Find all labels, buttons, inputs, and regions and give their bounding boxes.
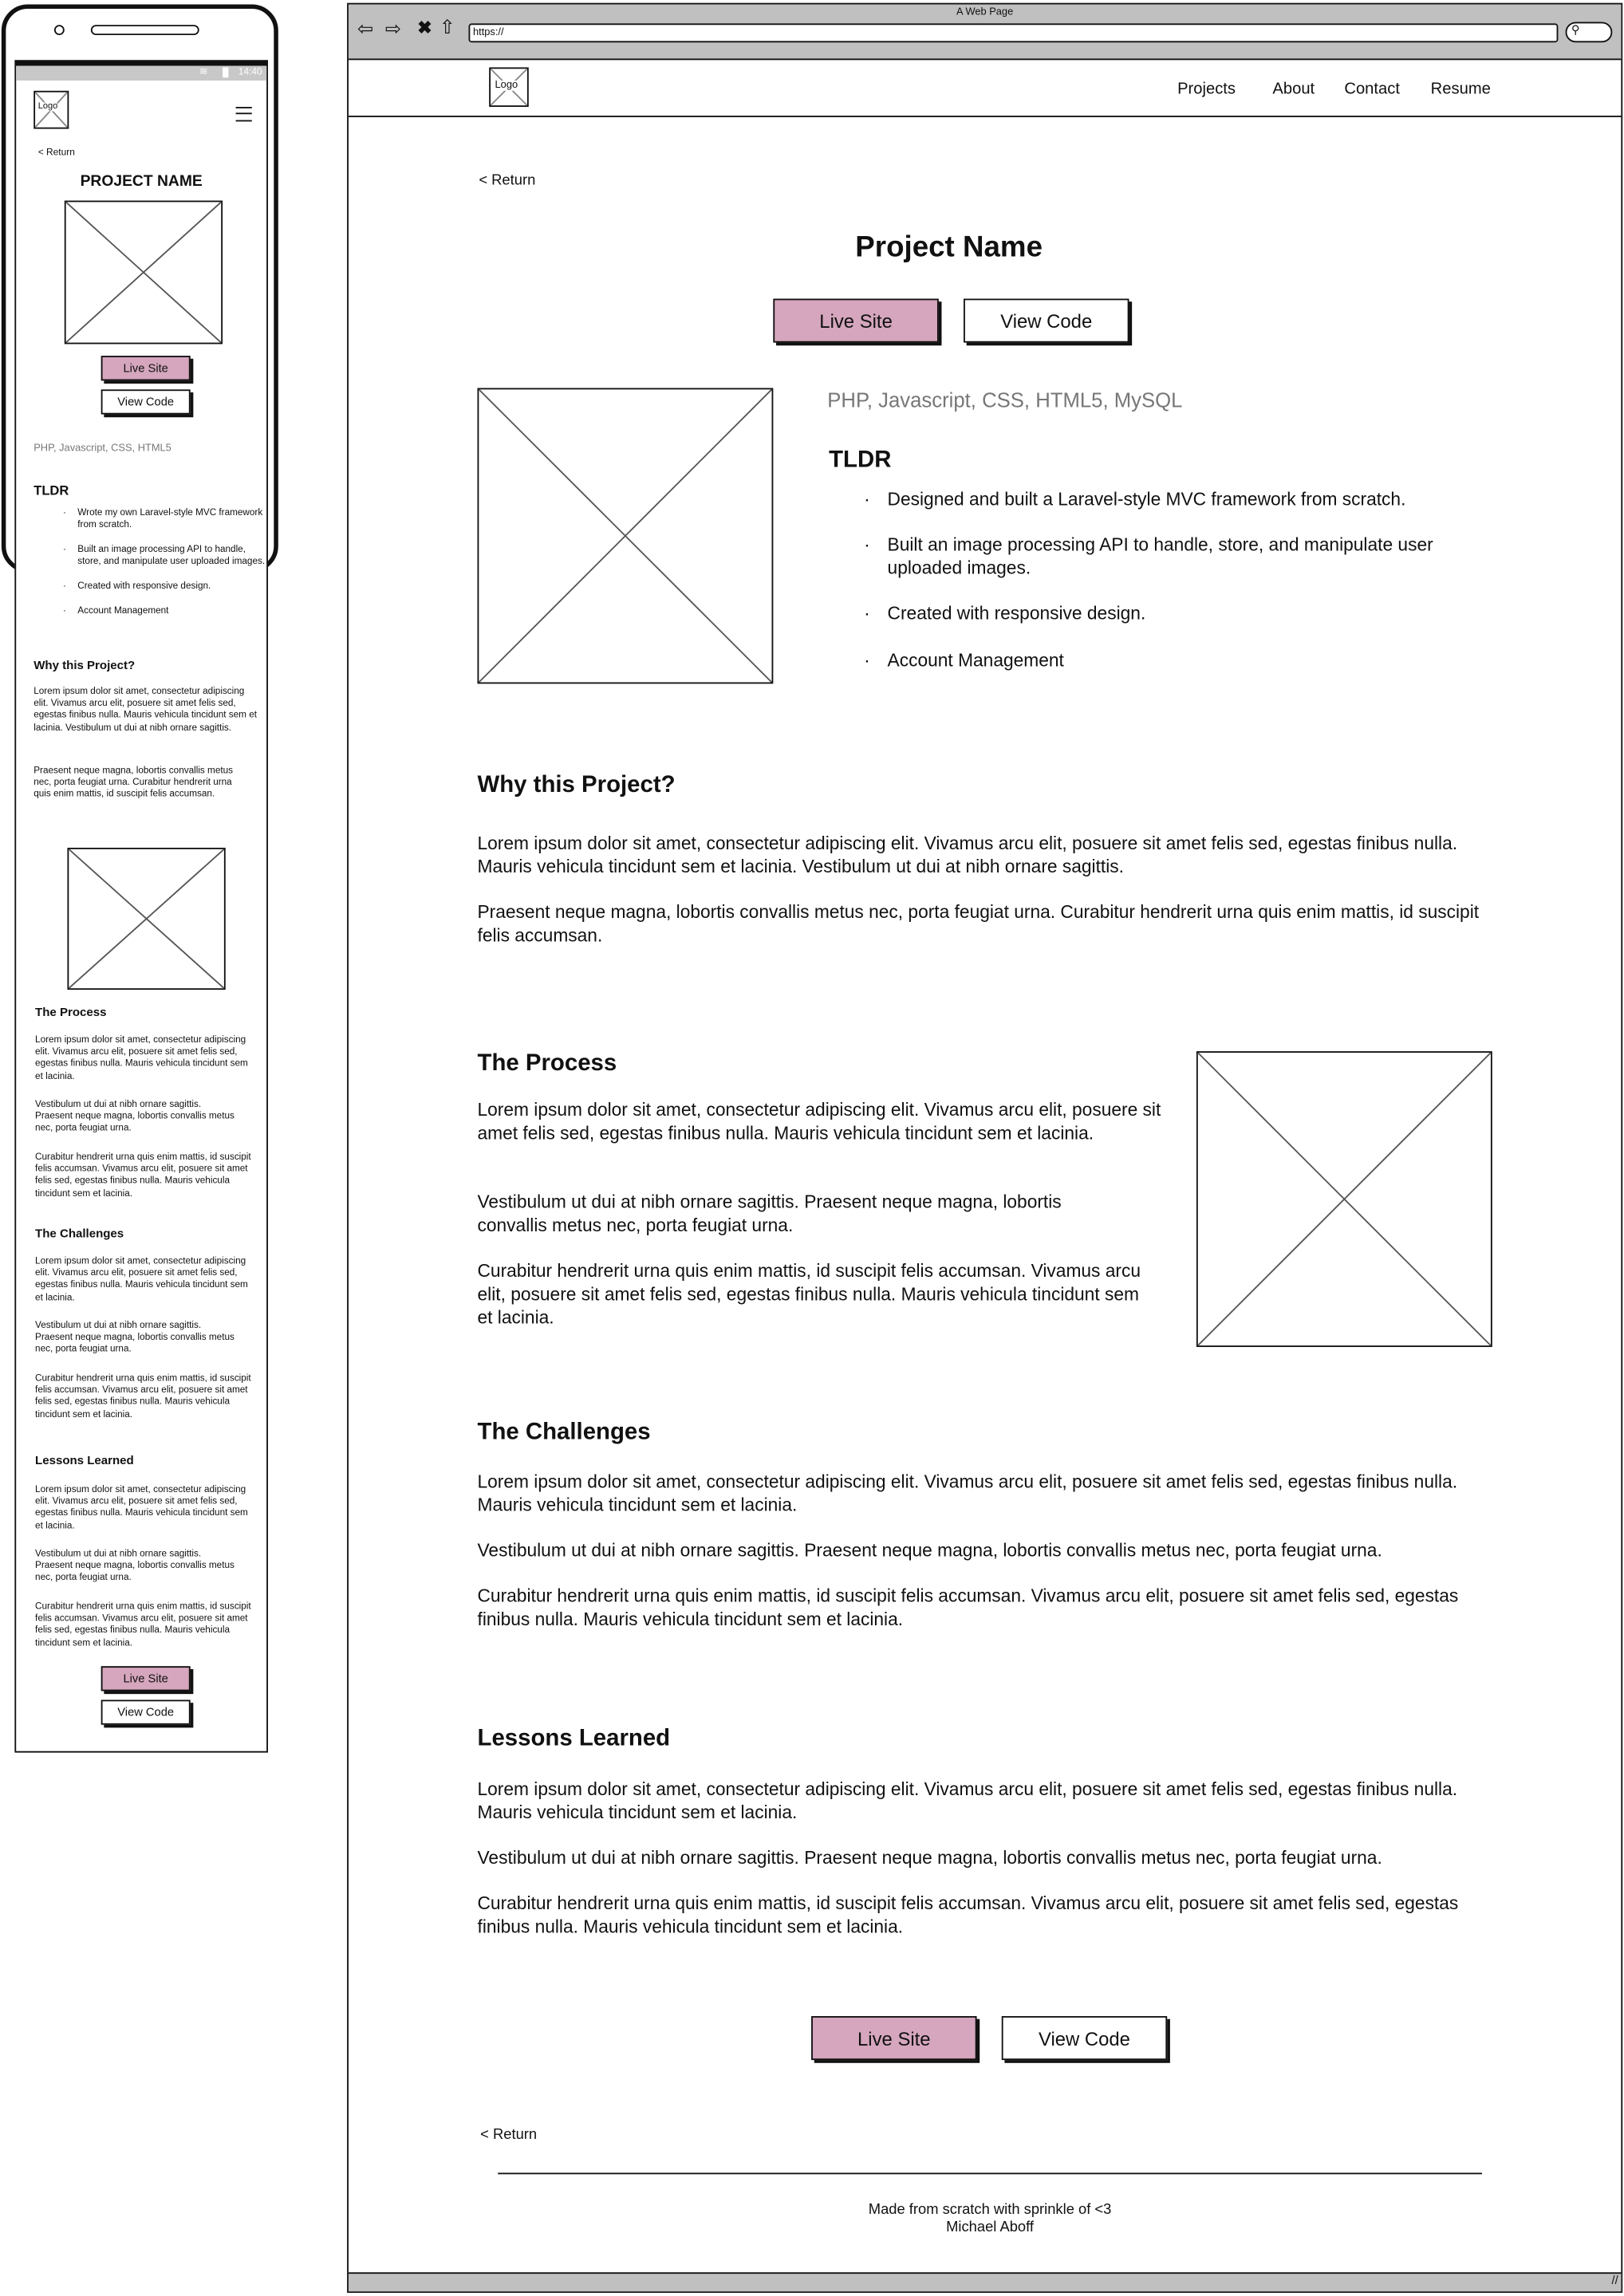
- status-bar: [16, 66, 266, 81]
- paragraph: Vestibulum ut dui at nibh ornare sagittis. Praesent neque magna, lobortis convallis metus nec, porta feugiat urna.: [35, 1549, 235, 1584]
- logo-text: Logo: [495, 80, 518, 91]
- paragraph: Lorem ipsum dolor sit amet, consectetur adipiscing elit. Vivamus arcu elit, posuere sit amet felis sed, egestas finibus nulla. Mauris vehicula tincidunt sem et lacinia. Vestibulum ut dui at nibh ornare sagittis.: [34, 687, 257, 734]
- chevron-left-icon: <: [479, 172, 492, 189]
- paragraph: Curabitur hendrerit urna quis enim mattis, id suscipit felis accumsan. Vivamus arcu elit, posuere sit amet felis sed, egestas finibus nulla. Mauris vehicula tincidunt sem et lacinia.: [477, 1260, 1141, 1328]
- wifi-icon: ≋: [199, 67, 208, 78]
- site-logo[interactable]: [489, 67, 529, 107]
- project-title: Project Name: [855, 231, 1043, 264]
- mobile-tech-stack: PHP, Javascript, CSS, HTML5: [34, 443, 171, 455]
- mobile-return-link[interactable]: < Return: [37, 148, 75, 159]
- forward-icon[interactable]: ⇨: [384, 18, 401, 40]
- battery-icon: [223, 67, 228, 77]
- view-code-button-bottom[interactable]: View Code: [1002, 2016, 1167, 2060]
- resize-grip-icon[interactable]: //: [1611, 2274, 1618, 2287]
- live-site-button-bottom[interactable]: Live Site: [811, 2016, 976, 2060]
- tech-stack: PHP, Javascript, CSS, HTML5, MySQL: [827, 388, 1183, 412]
- home-icon[interactable]: ⇧: [439, 16, 455, 38]
- phone-speaker: [91, 25, 199, 35]
- image-placeholder-icon: [1198, 1053, 1491, 1345]
- paragraph: Curabitur hendrerit urna quis enim mattis, id suscipit felis accumsan. Vivamus arcu elit, posuere sit amet felis sed, egestas finibus nulla. Mauris vehicula tincidunt sem et lacinia.: [477, 1585, 1459, 1629]
- footer-credit: Made from scratch with sprinkle of <3: [868, 2202, 1112, 2219]
- url-input[interactable]: https://: [468, 23, 1558, 42]
- image-placeholder-icon: [66, 202, 222, 342]
- nav-contact[interactable]: Contact: [1344, 80, 1400, 99]
- view-code-button[interactable]: View Code: [964, 299, 1129, 343]
- paragraph: Curabitur hendrerit urna quis enim mattis, id suscipit felis accumsan. Vivamus arcu elit, posuere sit amet felis sed, egestas finibus nulla. Mauris vehicula tincidunt sem et lacinia.: [35, 1601, 251, 1648]
- back-icon[interactable]: ⇦: [357, 18, 373, 40]
- footer-author: Michael Aboff: [946, 2219, 1035, 2236]
- paragraph: Vestibulum ut dui at nibh ornare sagittis. Praesent neque magna, lobortis convallis metus nec, porta feugiat urna.: [477, 1540, 1382, 1562]
- paragraph: Curabitur hendrerit urna quis enim mattis, id suscipit felis accumsan. Vivamus arcu elit, posuere sit amet felis sed, egestas finibus nulla. Mauris vehicula tincidunt sem et lacinia.: [477, 1892, 1459, 1937]
- list-item: · Created with responsive design.: [63, 581, 268, 593]
- browser-statusbar: [349, 2272, 1621, 2291]
- paragraph: Lorem ipsum dolor sit amet, consectetur adipiscing elit. Vivamus arcu elit, posuere sit amet felis sed, egestas finibus nulla. Mauris vehicula tincidunt sem et lacinia.: [35, 1034, 248, 1082]
- list-item: · Created with responsive design.: [864, 604, 1508, 627]
- paragraph: Lorem ipsum dolor sit amet, consectetur adipiscing elit. Vivamus arcu elit, posuere sit amet felis sed, egestas finibus nulla. Mauris vehicula tincidunt sem et lacinia.: [477, 1099, 1161, 1144]
- lessons-heading: Lessons Learned: [477, 1726, 671, 1751]
- challenges-heading: The Challenges: [477, 1420, 651, 1446]
- mobile-challenges-heading: The Challenges: [35, 1227, 124, 1241]
- project-image: [478, 388, 774, 684]
- list-item: · Built an image processing API to handle, store, and manipulate user uploaded images.: [864, 535, 1508, 581]
- tldr-heading: TLDR: [829, 447, 892, 473]
- logo-text: Logo: [37, 102, 58, 112]
- list-item: · Account Management: [63, 606, 268, 618]
- process-heading: The Process: [477, 1051, 617, 1077]
- stop-icon[interactable]: ✖: [417, 18, 432, 38]
- hamburger-icon[interactable]: [236, 107, 252, 121]
- mobile-project-title: PROJECT NAME: [80, 172, 203, 191]
- nav-about[interactable]: About: [1272, 80, 1315, 99]
- paragraph: Praesent neque magna, lobortis convallis metus nec, porta feugiat urna. Curabitur hendrerit urna quis enim mattis, id suscipit felis accumsan.: [477, 901, 1480, 946]
- chevron-left-icon: <: [480, 2127, 494, 2144]
- list-item: · Wrote my own Laravel-style MVC framework from scratch.: [63, 508, 268, 531]
- process-image: [1196, 1051, 1492, 1347]
- paragraph: Lorem ipsum dolor sit amet, consectetur adipiscing elit. Vivamus arcu elit, posuere sit amet felis sed, egestas finibus nulla. Mauris vehicula tincidunt sem et lacinia.: [35, 1484, 248, 1531]
- paragraph: Lorem ipsum dolor sit amet, consectetur adipiscing elit. Vivamus arcu elit, posuere sit amet felis sed, egestas finibus nulla. Mauris vehicula tincidunt sem et lacinia.: [477, 1471, 1458, 1515]
- paragraph: Praesent neque magna, lobortis convallis metus nec, porta feugiat urna. Curabitur hendrerit urna quis enim mattis, id suscipit felis accumsan.: [34, 766, 234, 801]
- nav-projects[interactable]: Projects: [1177, 80, 1236, 99]
- paragraph: Lorem ipsum dolor sit amet, consectetur adipiscing elit. Vivamus arcu elit, posuere sit amet felis sed, egestas finibus nulla. Mauris vehicula tincidunt sem et lacinia.: [477, 1778, 1458, 1823]
- image-placeholder-icon: [69, 849, 224, 988]
- phone-camera: [54, 25, 65, 35]
- mobile-tldr-heading: TLDR: [34, 482, 69, 498]
- mobile-screen: [14, 60, 268, 1752]
- browser-toolbar: [349, 5, 1621, 61]
- mobile-lessons-heading: Lessons Learned: [35, 1454, 134, 1467]
- mobile-process-heading: The Process: [35, 1006, 107, 1019]
- paragraph: Vestibulum ut dui at nibh ornare sagittis. Praesent neque magna, lobortis convallis metus nec, porta feugiat urna.: [35, 1099, 235, 1134]
- paragraph: Lorem ipsum dolor sit amet, consectetur adipiscing elit. Vivamus arcu elit, posuere sit amet felis sed, egestas finibus nulla. Mauris vehicula tincidunt sem et lacinia.: [35, 1256, 248, 1303]
- mobile-view-code-button[interactable]: View Code: [101, 389, 191, 414]
- mobile-view-code-button-bottom[interactable]: View Code: [101, 1699, 191, 1724]
- paragraph: Vestibulum ut dui at nibh ornare sagittis. Praesent neque magna, lobortis convallis metus nec, porta feugiat urna.: [477, 1191, 1062, 1236]
- search-icon: ⚲: [1571, 23, 1580, 37]
- mobile-project-image: [65, 201, 223, 345]
- list-item: · Designed and built a Laravel-style MVC framework from scratch.: [864, 489, 1508, 512]
- mobile-tldr-list: [63, 508, 268, 631]
- window-title: A Web Page: [956, 7, 1014, 18]
- list-item: · Account Management: [864, 650, 1508, 673]
- paragraph: Curabitur hendrerit urna quis enim mattis, id suscipit felis accumsan. Vivamus arcu elit, posuere sit amet felis sed, egestas finibus nulla. Mauris vehicula tincidunt sem et lacinia.: [35, 1152, 251, 1199]
- nav-resume[interactable]: Resume: [1430, 80, 1491, 99]
- tldr-list: [864, 489, 1508, 695]
- why-heading: Why this Project?: [477, 773, 676, 798]
- paragraph: Curabitur hendrerit urna quis enim mattis, id suscipit felis accumsan. Vivamus arcu elit, posuere sit amet felis sed, egestas finibus nulla. Mauris vehicula tincidunt sem et lacinia.: [35, 1373, 251, 1420]
- paragraph: Vestibulum ut dui at nibh ornare sagittis. Praesent neque magna, lobortis convallis metus nec, porta feugiat urna.: [35, 1320, 235, 1355]
- list-item: · Built an image processing API to handle, store, and manipulate user uploaded images.: [63, 545, 268, 568]
- image-placeholder-icon: [479, 389, 771, 682]
- return-link[interactable]: < Return: [479, 172, 536, 189]
- mobile-live-site-button[interactable]: Live Site: [101, 356, 191, 380]
- footer-divider: [498, 2172, 1482, 2174]
- search-button[interactable]: [1566, 22, 1613, 43]
- paragraph: Vestibulum ut dui at nibh ornare sagittis. Praesent neque magna, lobortis convallis metus nec, porta feugiat urna.: [477, 1847, 1382, 1869]
- mobile-logo[interactable]: [34, 91, 69, 129]
- mobile-why-heading: Why this Project?: [34, 659, 136, 672]
- chevron-left-icon: <: [37, 148, 47, 159]
- live-site-button[interactable]: Live Site: [773, 299, 938, 343]
- paragraph: Lorem ipsum dolor sit amet, consectetur adipiscing elit. Vivamus arcu elit, posuere sit amet felis sed, egestas finibus nulla. Mauris vehicula tincidunt sem et lacinia. Vestibulum ut dui at nibh ornare sagittis.: [477, 833, 1458, 877]
- return-link-bottom[interactable]: < Return: [480, 2127, 538, 2144]
- mobile-live-site-button-bottom[interactable]: Live Site: [101, 1666, 191, 1691]
- status-time: 14:40: [238, 67, 262, 78]
- mobile-process-image: [67, 848, 225, 990]
